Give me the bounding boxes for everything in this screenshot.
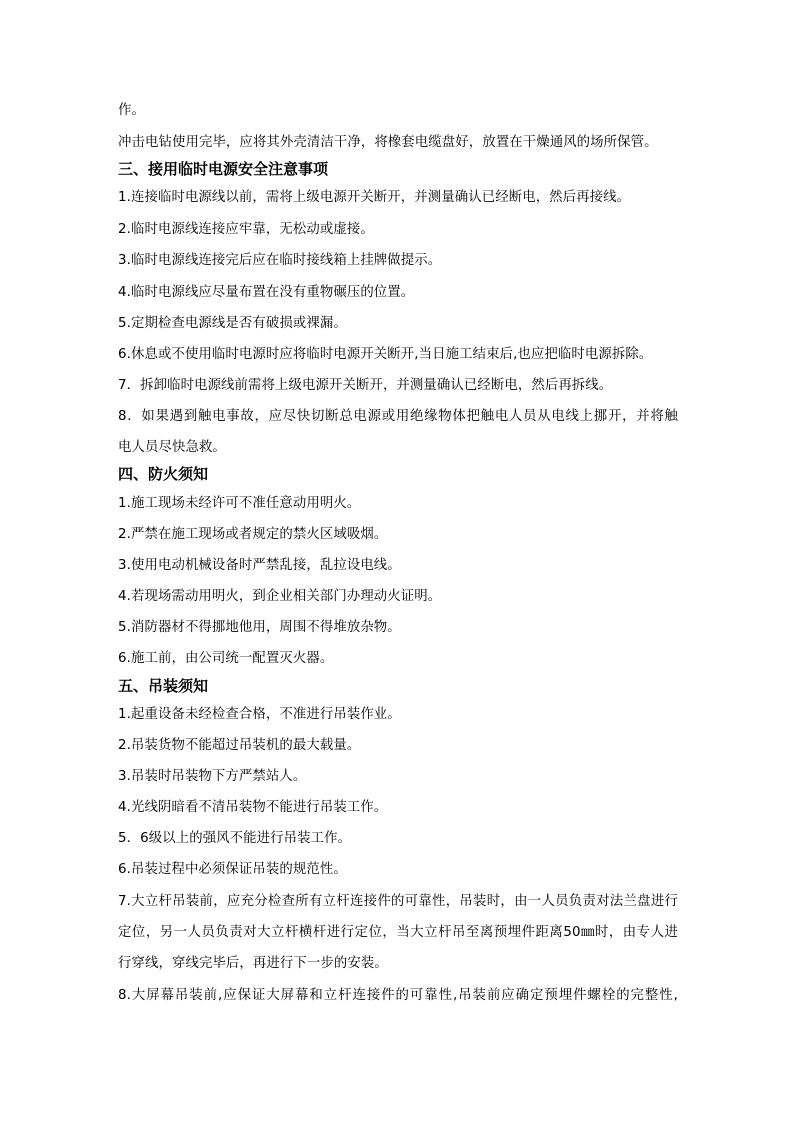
list-item: 1.连接临时电源线以前，需将上级电源开关断开，并测量确认已经断电，然后再接线。 — [118, 190, 631, 205]
list-item: 6.施工前，由公司统一配置灭火器。 — [118, 651, 334, 666]
list-item: 8.大屏幕吊装前,应保证大屏幕和立杆连接件的可靠性,吊装前应确定预埋件螺栓的完整性, — [118, 988, 678, 1003]
section-heading-hoisting: 五、吊装须知 — [118, 677, 209, 695]
list-item: 3.临时电源线连接完后应在临时接线箱上挂牌做提示。 — [118, 253, 442, 268]
list-item: 6.休息或不使用临时电源时应将临时电源开关断开,当日施工结束后,也应把临时电源拆除。 — [118, 347, 653, 362]
list-item-continuation: 电人员尽快急救。 — [118, 440, 226, 455]
list-item: 4.临时电源线应尽量布置在没有重物碾压的位置。 — [118, 285, 415, 300]
list-item: 2.吊装货物不能超过吊装机的最大载量。 — [118, 738, 361, 753]
paragraph-drill-storage: 冲击电钻使用完毕，应将其外壳清洁干净，将橡套电缆盘好，放置在干燥通风的场所保管。 — [118, 135, 658, 150]
list-item: 4.光线阴暗看不清吊装物不能进行吊装工作。 — [118, 800, 388, 815]
paragraph-continuation: 作。 — [118, 103, 145, 118]
list-item: 1.起重设备未经检查合格，不准进行吊装作业。 — [118, 707, 401, 722]
list-item: 5.消防器材不得挪地他用，周围不得堆放杂物。 — [118, 620, 401, 635]
list-item: 7.大立杆吊装前，应充分检查所有立杆连接件的可靠性，吊装时，由一人员负责对法兰盘进行 — [118, 894, 678, 909]
list-item: 2.临时电源线连接应牢靠，无松动或虚接。 — [118, 222, 374, 237]
list-item-continuation: 定位，另一人员负责对大立杆横杆进行定位，当大立杆吊至离预埋件距离50㎜时，由专人进 — [118, 925, 678, 940]
list-item-continuation: 行穿线，穿线完毕后，再进行下一步的安装。 — [118, 956, 388, 971]
list-item: 1.施工现场未经许可不准任意动用明火。 — [118, 496, 361, 511]
list-item: 5.定期检查电源线是否有破损或裸漏。 — [118, 316, 347, 331]
list-item: 3.使用电动机械设备时严禁乱接，乱拉设电线。 — [118, 558, 401, 573]
list-item: 7．拆卸临时电源线前需将上级电源开关断开，并测量确认已经断电，然后再拆线。 — [118, 378, 613, 393]
section-heading-temporary-power: 三、接用临时电源安全注意事项 — [118, 160, 329, 178]
list-item: 3.吊装时吊装物下方严禁站人。 — [118, 769, 307, 784]
list-item: 4.若现场需动用明火，到企业相关部门办理动火证明。 — [118, 589, 442, 604]
list-item: 6.吊装过程中必须保证吊装的规范性。 — [118, 862, 347, 877]
section-heading-fire-prevention: 四、防火须知 — [118, 465, 209, 483]
list-item: 2.严禁在施工现场或者规定的禁火区域吸烟。 — [118, 527, 388, 542]
list-item: 8．如果遇到触电事故，应尽快切断总电源或用绝缘物体把触电人员从电线上挪开，并将触 — [118, 409, 678, 424]
list-item: 5．6级以上的强风不能进行吊装工作。 — [118, 831, 352, 846]
